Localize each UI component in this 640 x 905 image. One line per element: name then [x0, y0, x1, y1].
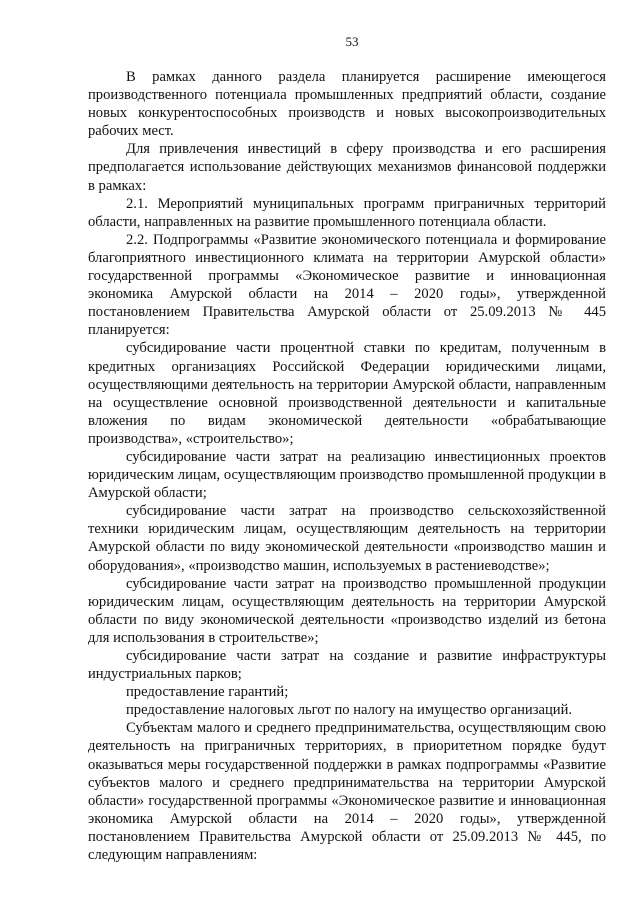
paragraph-tax-benefits: предоставление налоговых льгот по налогу на имущество организаций. [126, 702, 573, 719]
paragraph-guarantees: предоставление гарантий; [126, 684, 289, 701]
paragraph-section-intro: В рамках данного раздела планируется расширение имеющегося производственного потенциала промышленных предприятий области, создание новых конкурентоспособных производств и новых высокопроизводительных рабочих мест. [88, 69, 606, 140]
paragraph-investment-projects-subsidy: субсидирование части затрат на реализацию инвестиционных проектов юридическим лицам, осуществляющим производство промышленной продукции в Амурской области; [88, 448, 606, 502]
paragraph-item-2-2: 2.2. Подпрограммы «Развитие экономического потенциала и формирование благоприятного инвестиционного климата на территории Амурской области» государственной программы «Экономическое развитие и инновационная экономика Амурской области на 2014 – 2020 годы», утвержденной постановлением Правительства Амурской области от 25.09.2013 № 445 планируется: [88, 231, 606, 339]
paragraph-investment-attraction: Для привлечения инвестиций в сферу производства и его расширения предполагается использование действующих механизмов финансовой поддержки в рамках: [88, 141, 606, 194]
page-number: 53 [345, 34, 359, 49]
paragraph-agri-machinery-subsidy: субсидирование части затрат на производство сельскохозяйственной техники юридическим лицам, осуществляющим деятельность на территории Амурской области по виду экономической деятельности «производство машин и оборудования», «производство машин, используемых в растениеводстве»; [88, 503, 606, 574]
paragraph-item-2-1: 2.1. Мероприятий муниципальных программ приграничных территорий области, направленных на развитие промышленного потенциала области. [88, 195, 606, 230]
paragraph-concrete-products-subsidy: субсидирование части затрат на производство промышленной продукции юридическим лицам, осуществляющим деятельность на территории Амурской области по виду экономической деятельности «производство изделий из бетона для использования в строительстве»; [88, 575, 606, 646]
paragraph-sme-support: Субъектам малого и среднего предпринимательства, осуществляющим свою деятельность на приграничных территориях, в приоритетном порядке будут оказываться меры государственной поддержки в рамках подпрограммы «Развитие субъектов малого и среднего предпринимательства на территории Амурской области» государственной программы «Экономическое развитие и инновационная экономика Амурской области на 2014 – 2020 годы», утвержденной постановлением Правительства Амурской области от 25.09.2013 № 445, по следующим направлениям: [88, 720, 606, 864]
paragraph-interest-rate-subsidy: субсидирование части процентной ставки по кредитам, полученным в кредитных организациях Российской Федерации юридическими лицами, осуществляющими деятельность на территории Амурской области, направленным на осуществление основной производственной деятельности и капитальные вложения по видам экономической деятельности «обрабатывающие производства», «строительство»; [88, 340, 606, 447]
paragraph-industrial-parks-subsidy: субсидирование части затрат на создание и развитие инфраструктуры индустриальных парков; [88, 648, 606, 683]
